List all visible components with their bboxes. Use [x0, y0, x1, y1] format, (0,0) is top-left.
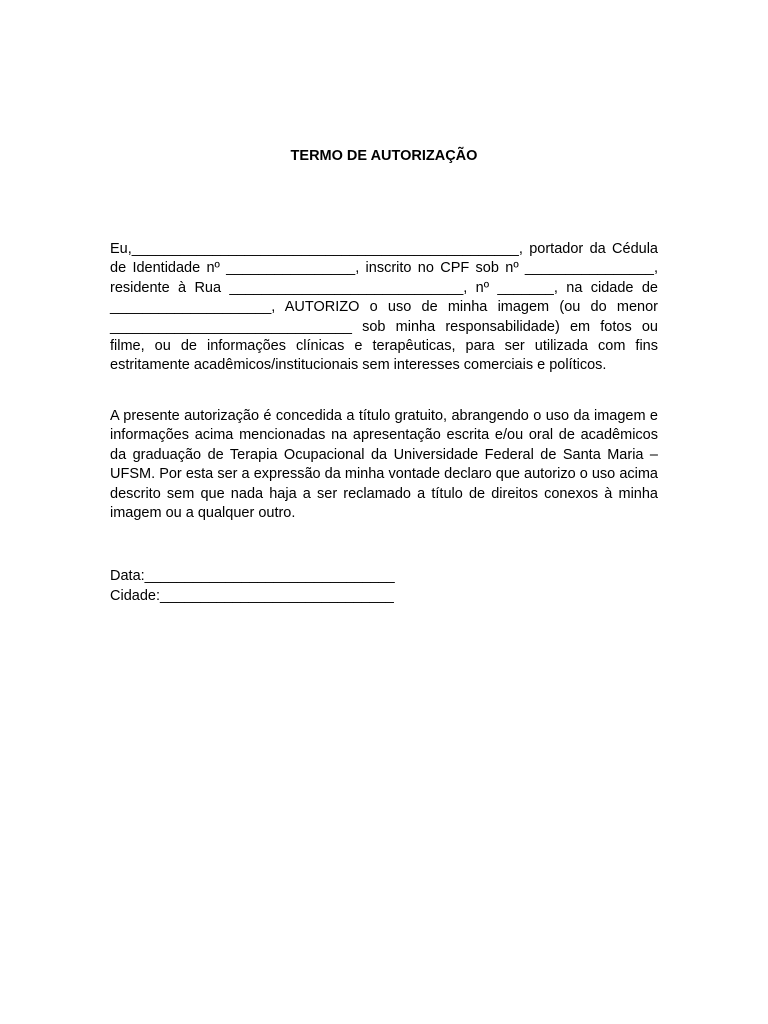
- date-field: Data:_______________________________: [110, 568, 395, 584]
- authorization-paragraph: Eu,________________________________________________, portador da Cédula de Identidade nº ________________, inscrito no CPF sob nº ________________, residente à Rua _____________________________, nº _______, na cidade de ____________________, AUTORIZO o uso de minha imagem (ou do menor ______________________________ sob minha responsabilidade) em fotos ou filme, ou de informações clínicas e terapêuticas, para ser utilizada com fins estritamente acadêmicos/institucionais sem interesses comerciais e políticos.: [110, 241, 658, 374]
- city-field: Cidade:_____________________________: [110, 588, 394, 604]
- document-title: TERMO DE AUTORIZAÇÃO: [290, 148, 478, 164]
- terms-paragraph: A presente autorização é concedida a título gratuito, abrangendo o uso da imagem e informações acima mencionadas na apresentação escrita e/ou oral de acadêmicos da graduação de Terapia Ocupacional da Universidade Federal de Santa Maria – UFSM. Por esta ser a expressão da minha vontade declaro que autorizo o uso acima descrito sem que nada haja a ser reclamado a título de direitos conexos à minha imagem ou a qualquer outro.: [110, 408, 658, 522]
